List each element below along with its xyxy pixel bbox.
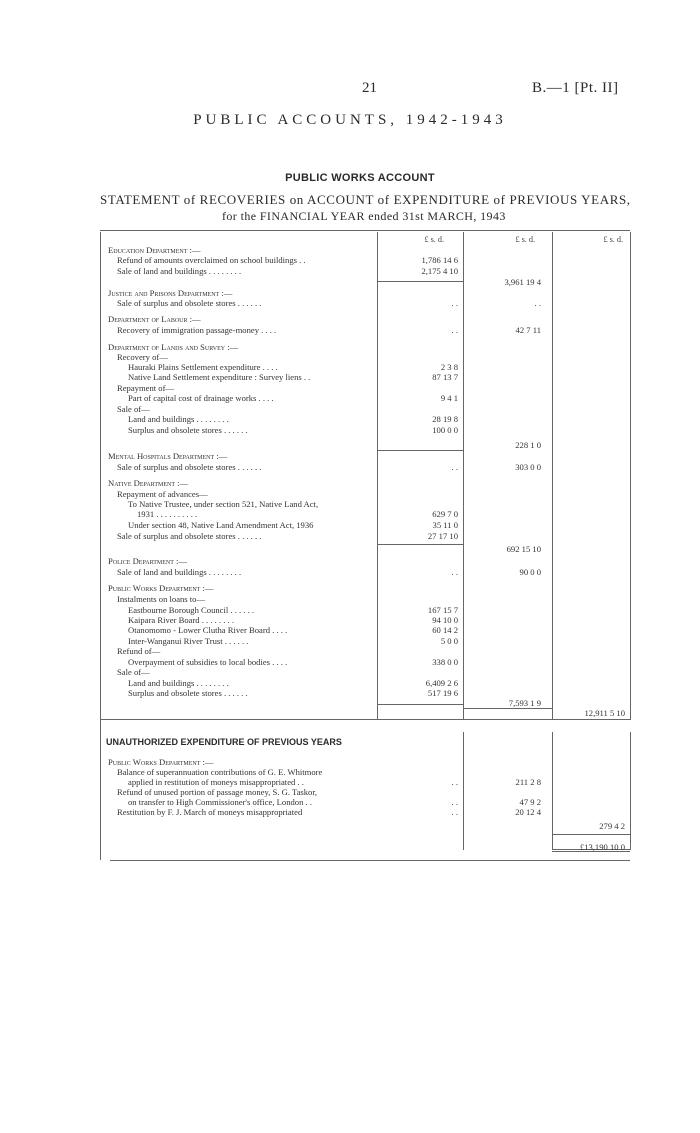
recovery-row-label: Sale of land and buildings . . . . . . . .: [117, 567, 242, 577]
statement-line-2: for the FINANCIAL YEAR ended 31st MARCH, 1943: [222, 209, 506, 223]
col2-left-rule: [463, 232, 464, 720]
recovery-row-amount-c1: 338 0 0: [432, 657, 458, 667]
recovery-row-label: Eastbourne Borough Council . . . . . .: [128, 605, 255, 615]
recovery-row-label: Land and buildings . . . . . . . .: [128, 678, 229, 688]
recovery-row-label: Refund of amounts overclaimed on school buildings . .: [117, 255, 306, 265]
unauthorized-title: UNAUTHORIZED EXPENDITURE OF PREVIOUS YEARS: [106, 737, 342, 747]
recovery-row-label: Native Department :—: [108, 478, 189, 488]
recovery-row-label: Overpayment of subsidies to local bodies . . . .: [128, 657, 288, 667]
col1-left-rule: [377, 232, 378, 720]
recovery-row-label: Under section 48, Native Land Amendment Act, 1936: [128, 520, 314, 530]
recovery-row-label: Sale of surplus and obsolete stores . . . . . .: [117, 531, 262, 541]
recovery-row-label: Sale of surplus and obsolete stores . . . . . .: [117, 462, 262, 472]
recovery-row-amount-c1: . .: [451, 325, 458, 335]
table-left-rule: [100, 232, 101, 860]
unauthorized-row-amount-c3: £13,190 10 0: [579, 842, 625, 852]
table-right-rule: [630, 232, 631, 720]
unauthorized-row-label: Balance of superannuation contributions of G. E. Whitmore: [117, 767, 323, 777]
recovery-row-label: Education Department :—: [108, 245, 201, 255]
recovery-row-label: To Native Trustee, under section 521, Native Land Act,: [128, 499, 319, 509]
recovery-row-amount-c1: . .: [451, 462, 458, 472]
col3-left-rule-b: [552, 732, 553, 850]
recovery-row-label: Part of capital cost of drainage works . . . .: [128, 393, 274, 403]
column-header-3: £ s. d.: [603, 235, 623, 244]
recovery-row-amount-c1: 94 10 0: [432, 615, 458, 625]
column-header-2: £ s. d.: [515, 235, 535, 244]
header-title: PUBLIC ACCOUNTS, 1942-1943: [193, 112, 507, 128]
unauthorized-row-amount-c1: . .: [451, 807, 458, 817]
table-right-rule-b: [630, 732, 631, 850]
unauthorized-row-amount-c1: . .: [451, 777, 458, 787]
recovery-row-label: Otanomomo - Lower Clutha River Board . . . .: [128, 625, 288, 635]
table-bottom-rule: [110, 860, 630, 861]
recovery-row-label: Refund of—: [117, 646, 161, 656]
recovery-row-label: Recovery of immigration passage-money . . . .: [117, 325, 277, 335]
subtotal-rule-native: [377, 544, 463, 545]
recovery-row-amount-c2: 228 1 0: [515, 440, 541, 450]
column-header-1: £ s. d.: [424, 235, 444, 244]
unauthorized-row-label: on transfer to High Commissioner's office, London . .: [128, 797, 312, 807]
recovery-row-amount-c1: 60 14 2: [432, 625, 458, 635]
recovery-row-amount-c1: 167 15 7: [427, 605, 458, 615]
unauthorized-row-amount-c2: 211 2 8: [515, 777, 541, 787]
recovery-row-amount-c3: 12,911 5 10: [584, 708, 625, 718]
recovery-row-label: Police Department :—: [108, 556, 188, 566]
recovery-row-label: Surplus and obsolete stores . . . . . .: [128, 425, 248, 435]
subtotal-rule-c2: [463, 708, 552, 709]
recovery-row-label: Department of Labour :—: [108, 314, 201, 324]
section-divider-rule: [100, 719, 630, 720]
recovery-row-amount-c2: 90 0 0: [519, 567, 541, 577]
recovery-row-amount-c2: 303 0 0: [515, 462, 541, 472]
recovery-row-label: Public Works Department :—: [108, 583, 214, 593]
unauthorized-row-amount-c3: 279 4 2: [599, 821, 625, 831]
subtotal-rule-lands: [377, 450, 463, 451]
unauthorized-row-amount-c2: 47 9 2: [519, 797, 541, 807]
subtotal-rule-unauth: [552, 834, 630, 835]
col3-left-rule: [552, 232, 553, 720]
recovery-row-label: Surplus and obsolete stores . . . . . .: [128, 688, 248, 698]
recovery-row-label: 1931 . . . . . . . . . .: [137, 509, 198, 519]
recovery-row-label: Repayment of—: [117, 383, 175, 393]
recovery-row-amount-c1: 6,409 2 6: [425, 678, 458, 688]
recovery-row-label: Department of Lands and Survey :—: [108, 342, 239, 352]
unauthorized-row-label: Public Works Department :—: [108, 757, 214, 767]
table-top-rule: [100, 230, 630, 231]
page-number: 21: [362, 80, 377, 96]
recovery-row-label: Hauraki Plains Settlement expenditure . . . .: [128, 362, 278, 372]
recovery-row-amount-c1: . .: [451, 298, 458, 308]
unauthorized-row-label: applied in restitution of moneys misappropriated . .: [128, 777, 304, 787]
recovery-row-amount-c1: 100 0 0: [432, 425, 458, 435]
recovery-row-label: Sale of—: [117, 667, 150, 677]
recovery-row-label: Mental Hospitals Department :—: [108, 451, 228, 461]
unauthorized-row-label: Restitution by F. J. March of moneys misappropriated: [117, 807, 303, 817]
unauthorized-row-amount-c2: 20 12 4: [515, 807, 541, 817]
recovery-row-amount-c1: . .: [451, 567, 458, 577]
recovery-row-amount-c1: 35 11 0: [432, 520, 458, 530]
unauthorized-row-label: Refund of unused portion of passage money, S. G. Taskor,: [117, 787, 318, 797]
document-reference: B.—1 [Pt. II]: [532, 80, 619, 96]
recovery-row-amount-c1: 27 17 10: [427, 531, 458, 541]
recovery-row-amount-c1: 2 3 8: [440, 362, 458, 372]
recovery-row-label: Sale of surplus and obsolete stores . . . . . .: [117, 298, 262, 308]
recovery-row-amount-c2: . .: [534, 298, 541, 308]
unauthorized-row-amount-c1: . .: [451, 797, 458, 807]
subtotal-rule-education: [377, 281, 463, 282]
recovery-row-label: Instalments on loans to—: [117, 594, 206, 604]
recovery-row-label: Inter-Wanganui River Trust . . . . . .: [128, 636, 249, 646]
col2-left-rule-b: [463, 732, 464, 850]
recovery-row-amount-c2: 3,961 19 4: [504, 277, 541, 287]
recovery-row-amount-c2: 7,593 1 9: [508, 698, 541, 708]
recovery-row-amount-c2: 692 15 10: [506, 544, 541, 554]
recovery-row-amount-c2: 42 7 11: [515, 325, 541, 335]
recovery-row-amount-c1: 629 7 0: [432, 509, 458, 519]
recovery-row-label: Recovery of—: [117, 352, 168, 362]
recovery-row-amount-c1: 1,786 14 6: [421, 255, 458, 265]
recovery-row-label: Repayment of advances—: [117, 489, 208, 499]
recovery-row-amount-c1: 87 13 7: [432, 372, 458, 382]
subtotal-rule-public-works: [377, 704, 463, 705]
recovery-row-amount-c1: 517 19 6: [427, 688, 458, 698]
recovery-row-label: Sale of—: [117, 404, 150, 414]
recovery-row-amount-c1: 5 0 0: [440, 636, 458, 646]
recovery-row-label: Native Land Settlement expenditure : Survey liens . .: [128, 372, 311, 382]
recovery-row-label: Land and buildings . . . . . . . .: [128, 414, 229, 424]
recovery-row-amount-c1: 28 19 8: [432, 414, 458, 424]
section-title: PUBLIC WORKS ACCOUNT: [285, 172, 435, 184]
recovery-row-amount-c1: 2,175 4 10: [421, 266, 458, 276]
recovery-row-label: Kaipara River Board . . . . . . . .: [128, 615, 234, 625]
recovery-row-label: Justice and Prisons Department :—: [108, 288, 233, 298]
recovery-row-label: Sale of land and buildings . . . . . . . .: [117, 266, 242, 276]
recovery-row-amount-c1: 9 4 1: [440, 393, 458, 403]
statement-line-1: STATEMENT of RECOVERIES on ACCOUNT of EXPENDITURE of PREVIOUS YEARS,: [100, 192, 631, 207]
